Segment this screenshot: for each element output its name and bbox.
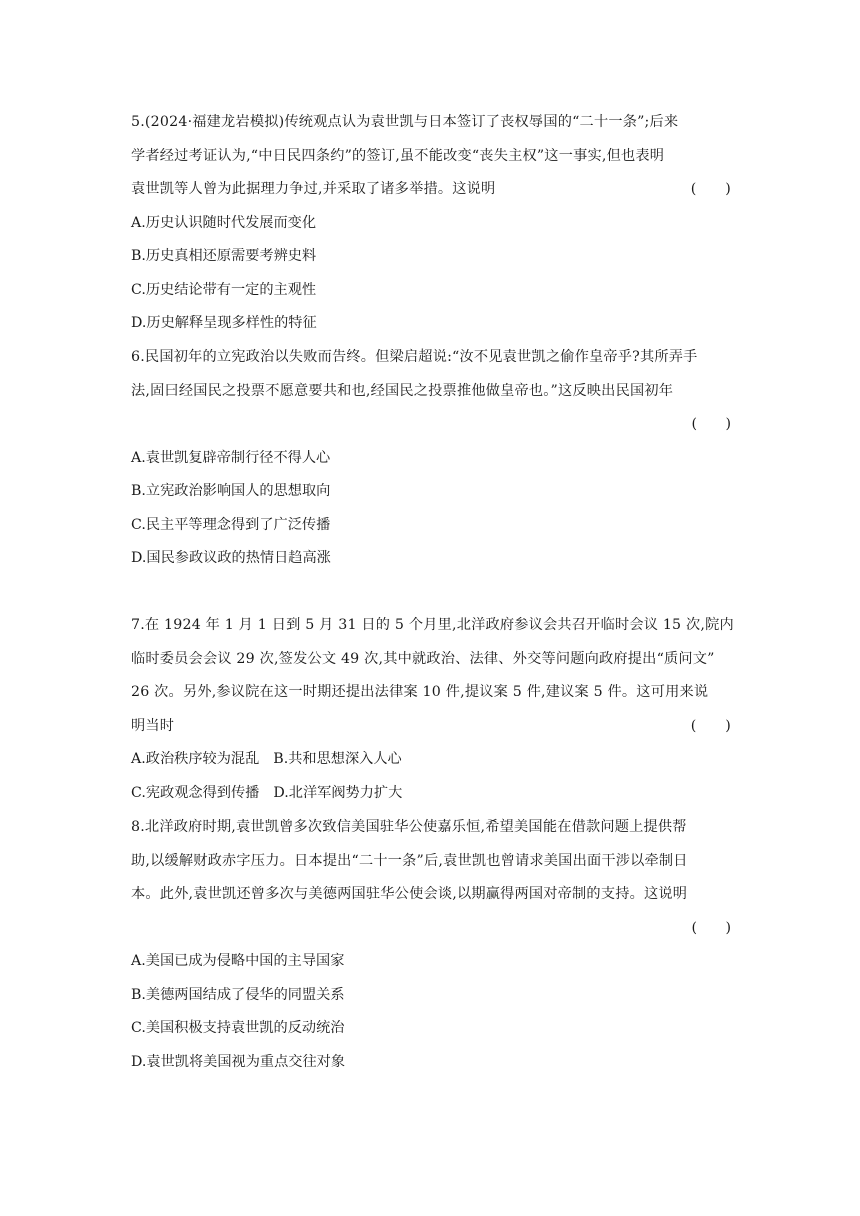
option-d: D.国民参政议政的热情日趋高涨: [131, 550, 331, 567]
question-stem-line: 助,以缓解财政赤字压力。日本提出“二十一条”后,袁世凯也曾请求美国出面干涉以牵制日: [131, 852, 688, 869]
option-row: [131, 743, 731, 777]
question-stem-line: 6.民国初年的立宪政治以失败而告终。但梁启超说:“汝不见袁世凯之偷作皇帝乎?其所弄手: [131, 349, 698, 365]
answer-parentheses: ( ): [690, 717, 731, 734]
answer-parentheses: ( ): [691, 416, 731, 432]
question-stem-line: 26 次。另外,参议院在这一时期还提出法律案 10 件,提议案 5 件,建议案 5 件。这可用来说: [131, 684, 709, 700]
question-stem-line: 7.在 1924 年 1 月 1 日到 5 月 31 日的 5 个月里,北洋政府参议会共召开临时会议 15 次,院内: [131, 617, 734, 633]
question-5: [131, 106, 731, 341]
question-stem-line: 8.北洋政府时期,袁世凯曾多次致信美国驻华公使嘉乐恒,希望美国能在借款问题上提供帮: [131, 819, 687, 835]
question-stem-line: 临时委员会会议 29 次,签发公文 49 次,其中就政治、法律、外交等问题向政府提出“质问文”: [131, 650, 715, 667]
option-b: B.立宪政治影响国人的思想取向: [131, 483, 331, 500]
question-stem-line: 5.(2024·福建龙岩模拟)传统观点认为袁世凯与日本签订了丧权辱国的“二十一条”;后来: [131, 114, 679, 130]
option-d: D.袁世凯将美国视为重点交往对象: [131, 1053, 346, 1070]
option-c: C.宪政观念得到传播: [131, 784, 260, 801]
question-stem-line: 明当时 ( ): [131, 710, 731, 744]
question-stem-line: 学者经过考证认为,“中日民四条约”的签订,虽不能改变“丧失主权”这一事实,但也表明: [131, 147, 665, 164]
option-a: A.政治秩序较为混乱: [131, 751, 260, 767]
question-stem-line: 袁世凯等人曾为此据理力争过,并采取了诸多举措。这说明 ( ): [131, 173, 731, 207]
answer-parentheses: ( ): [690, 181, 731, 197]
option-b: B.历史真相还原需要考辨史料: [131, 248, 317, 265]
question-stem-line: 本。此外,袁世凯还曾多次与美德两国驻华公使会谈,以期赢得两国对帝制的支持。这说明: [131, 886, 688, 902]
option-row: [131, 777, 731, 811]
answer-parentheses-line: [131, 408, 731, 442]
option-c: C.美国积极支持袁世凯的反动统治: [131, 1020, 345, 1037]
option-b: B.美德两国结成了侵华的同盟关系: [131, 986, 345, 1003]
option-b: B.共和思想深入人心: [273, 751, 402, 767]
option-a: A.美国已成为侵略中国的主导国家: [131, 953, 345, 969]
option-c: C.历史结论带有一定的主观性: [131, 281, 317, 298]
option-a: A.袁世凯复辟帝制行径不得人心: [131, 449, 331, 466]
question-7: [131, 609, 734, 810]
answer-parentheses: ( ): [691, 919, 731, 936]
answer-parentheses-line: [131, 912, 731, 946]
option-a: A.历史认识随时代发展而变化: [131, 214, 317, 231]
option-c: C.民主平等理念得到了广泛传播: [131, 516, 331, 533]
option-d: D.历史解释呈现多样性的特征: [131, 315, 317, 332]
question-8: [131, 811, 731, 1079]
option-d: D.北洋军阀势力扩大: [273, 784, 403, 801]
question-6: [131, 341, 731, 576]
question-stem-line: 法,固曰经国民之投票不愿意要共和也,经国民之投票推他做皇帝也。”这反映出民国初年: [131, 382, 674, 399]
